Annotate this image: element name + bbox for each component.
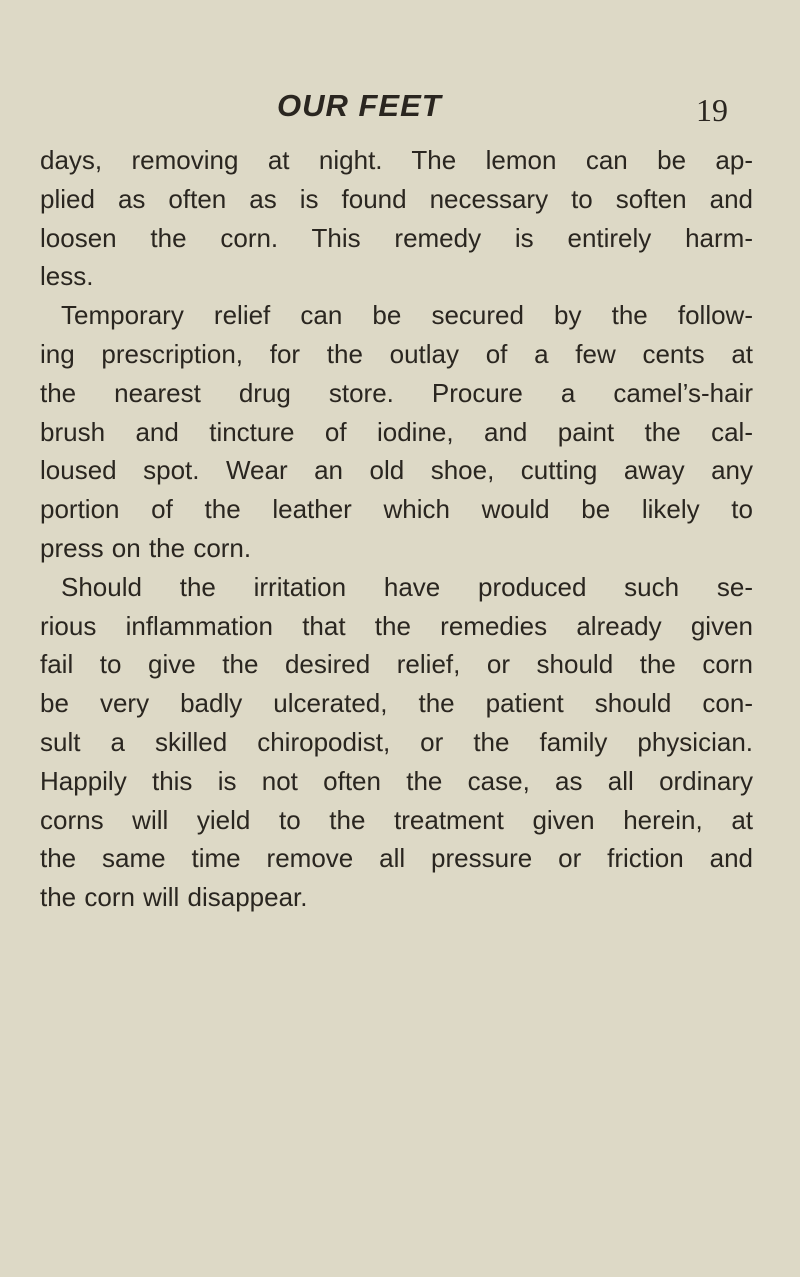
text-line: press on the corn. bbox=[40, 532, 252, 563]
text-line: the same time remove all pressure or friction and bbox=[40, 843, 753, 874]
text-line: fail to give the desired relief, or should the corn bbox=[40, 649, 753, 680]
text-line: corns will yield to the treatment given herein, at bbox=[40, 804, 753, 835]
text-line: sult a skilled chiropodist, or the family physician. bbox=[40, 726, 753, 757]
text-line: Happily this is not often the case, as all ordinary bbox=[40, 765, 753, 796]
text-line: the nearest drug store. Procure a camel’s-hair bbox=[40, 377, 753, 408]
text-line: ing prescription, for the outlay of a few cents at bbox=[40, 338, 753, 369]
text-line: Should the irritation have produced such se- bbox=[61, 571, 753, 602]
running-header bbox=[0, 88, 800, 128]
text-line: brush and tincture of iodine, and paint the cal- bbox=[40, 416, 753, 447]
text-line: loosen the corn. This remedy is entirely harm- bbox=[40, 222, 753, 253]
page-number: 19 bbox=[696, 92, 728, 128]
text-line: be very badly ulcerated, the patient should con- bbox=[40, 688, 753, 719]
running-title: OUR FEET bbox=[277, 88, 442, 123]
text-line: portion of the leather which would be likely to bbox=[40, 494, 753, 525]
text-line: less. bbox=[40, 261, 94, 292]
text-line: days, removing at night. The lemon can be ap- bbox=[40, 145, 753, 175]
text-line: Temporary relief can be secured by the follow- bbox=[61, 300, 753, 331]
body-text bbox=[40, 141, 753, 917]
text-line: loused spot. Wear an old shoe, cutting away any bbox=[40, 455, 753, 486]
text-line: plied as often as is found necessary to soften and bbox=[40, 183, 753, 214]
text-line: rious inflammation that the remedies already given bbox=[40, 610, 753, 641]
text-line: the corn will disappear. bbox=[40, 882, 308, 913]
